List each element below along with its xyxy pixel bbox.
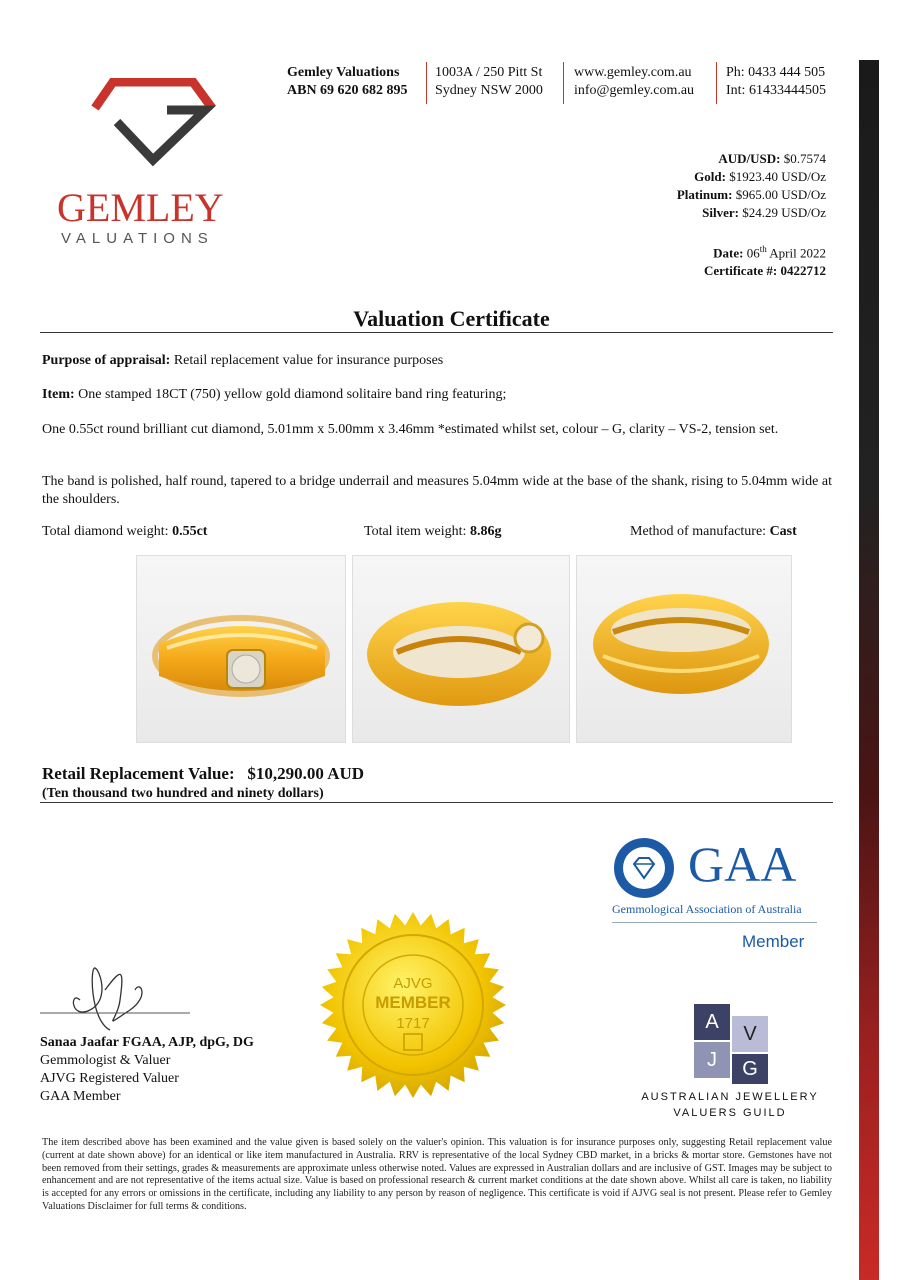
ajvg-letter-j: J xyxy=(694,1042,730,1078)
header-divider xyxy=(716,62,717,104)
exchange-rates xyxy=(677,150,826,280)
gaa-divider xyxy=(612,922,817,923)
platinum-label: Platinum: xyxy=(676,187,733,202)
email-link[interactable]: info@gemley.com.au xyxy=(574,83,695,98)
ajvg-letter-v: V xyxy=(732,1016,768,1052)
ajvg-line2: VALUERS GUILD xyxy=(673,1107,787,1119)
header-divider xyxy=(426,62,427,104)
logo-subword: VALUATIONS xyxy=(61,230,214,247)
seal-line1: AJVG xyxy=(393,975,433,992)
ajvg-line1: AUSTRALIAN JEWELLERY xyxy=(641,1091,819,1103)
platinum-value: $965.00 USD/Oz xyxy=(735,187,826,202)
ajvg-logo xyxy=(632,1004,832,1124)
signatory-name: Sanaa Jaafar FGAA, AJP, dpG, DG xyxy=(40,1035,254,1050)
ring-photo-side xyxy=(352,555,570,743)
logo-wordmark: GEMLEY xyxy=(57,185,224,230)
title-rule xyxy=(40,332,833,333)
website-link[interactable]: www.gemley.com.au xyxy=(574,65,692,80)
certificate-number: Certificate #: 0422712 xyxy=(703,263,826,279)
gem-logo-icon xyxy=(55,78,255,173)
manufacture-method: Method of manufacture: Cast xyxy=(630,524,797,539)
item-weight: Total item weight: 8.86g xyxy=(364,524,502,539)
company-name: Gemley Valuations xyxy=(287,65,400,80)
ring-photo-back xyxy=(576,555,792,743)
ajvg-letter-a: A xyxy=(694,1004,730,1040)
retail-replacement-value: Retail Replacement Value: $10,290.00 AUD xyxy=(42,764,365,783)
gaa-acronym: GAA xyxy=(688,836,797,892)
gaa-member-label: Member xyxy=(742,932,805,951)
intl-phone-number: Int: 61433444505 xyxy=(726,83,826,98)
company-logo xyxy=(55,78,255,248)
aud-usd-label: AUD/USD: xyxy=(718,151,781,166)
decorative-side-strip xyxy=(859,60,879,1280)
header-divider xyxy=(563,62,564,104)
gaa-logo xyxy=(612,836,822,956)
seal-line2: MEMBER xyxy=(375,993,451,1012)
silver-label: Silver: xyxy=(702,205,739,220)
signatory-role1: Gemmologist & Valuer xyxy=(40,1053,171,1068)
ring-photo-front xyxy=(136,555,346,743)
item-paragraph: Item: One stamped 18CT (750) yellow gold diamond solitaire band ring featuring; xyxy=(42,387,507,402)
signatory-role2: AJVG Registered Valuer xyxy=(40,1071,179,1086)
gold-value: $1923.40 USD/Oz xyxy=(729,169,826,184)
gold-seal-icon xyxy=(318,910,508,1100)
purpose-paragraph: Purpose of appraisal: Retail replacement value for insurance purposes xyxy=(42,353,444,368)
band-description: The band is polished, half round, tapered to a bridge underrail and measures 5.04mm wide at the base of the shank, rising to 5.04mm wide at the shoulders. xyxy=(42,474,832,507)
diamond-description: One 0.55ct round brilliant cut diamond, 5.01mm x 5.00mm x 3.46mm *estimated whilst set, colour – G, clarity – VS-2, tension set. xyxy=(42,422,779,437)
company-abn: ABN 69 620 682 895 xyxy=(287,83,408,98)
address-line1: 1003A / 250 Pitt St xyxy=(435,65,543,80)
diamond-weight: Total diamond weight: 0.55ct xyxy=(42,524,208,539)
ajvg-seal xyxy=(318,910,508,1100)
ajvg-letter-g: G xyxy=(732,1054,768,1084)
page-title: Valuation Certificate xyxy=(353,306,550,331)
value-rule xyxy=(40,802,833,803)
signatory-role3: GAA Member xyxy=(40,1089,121,1104)
address-line2: Sydney NSW 2000 xyxy=(435,83,543,98)
signatory-block xyxy=(40,1034,254,1106)
aud-usd-value: $0.7574 xyxy=(783,151,826,166)
phone-number: Ph: 0433 444 505 xyxy=(726,65,826,80)
handwritten-signature xyxy=(40,960,220,1040)
gaa-emblem-icon xyxy=(612,836,676,900)
silver-value: $24.29 USD/Oz xyxy=(742,205,826,220)
disclaimer-text: The item described above has been examined and the value given is based solely on the valuer's opinion. This valuation is for insurance purposes only, suggesting Retail replacement value (current at date shown above) for an identical or like item manufactured in Australia. RRV is representative of the local Sydney CBD market, in a bricks & mortar store. Gemstones have not been removed from their settings, grades & measurements are approximate unless otherwise noted. Values are expressed in Australian dollars and are inclusive of GST. Images may be subject to enhancement and are not representative of the items actual size. Value is based on professional research & current market conditions at the date shown above. Whilst all care is taken, no liability is accepted for any errors or omissions in the certificate, including any liability to any person by reason of negligence. This certificate is void if AJVG seal is not present. Please refer to Gemley Valuations Disclaimer for full terms & conditions. xyxy=(42,1137,832,1212)
seal-number: 1717 xyxy=(396,1015,430,1032)
value-in-words: (Ten thousand two hundred and ninety dollars) xyxy=(42,786,324,801)
gaa-full-name: Gemmological Association of Australia xyxy=(612,902,802,916)
gold-label: Gold: xyxy=(694,169,726,184)
certificate-date: Date: 06th April 2022 xyxy=(713,244,826,261)
